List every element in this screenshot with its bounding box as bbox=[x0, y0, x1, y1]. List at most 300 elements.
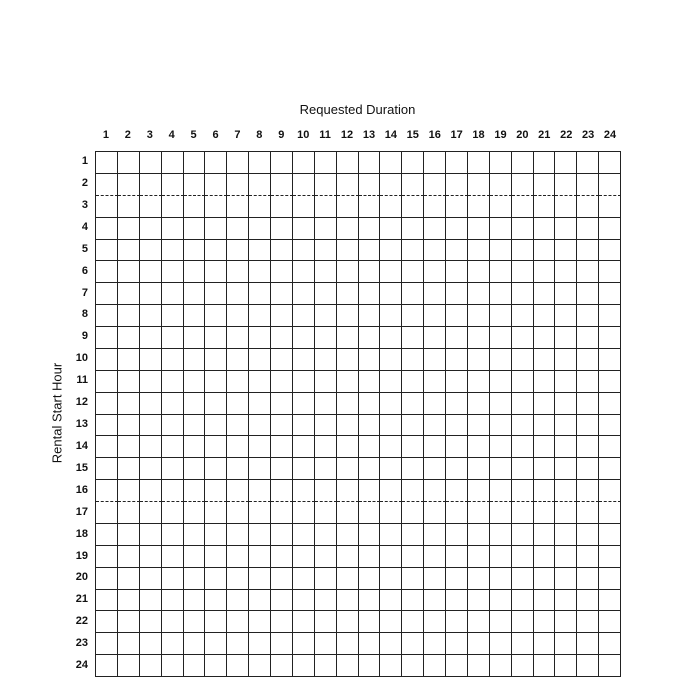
grid-cell[interactable] bbox=[534, 480, 556, 502]
grid-cell[interactable] bbox=[184, 655, 206, 677]
grid-cell[interactable] bbox=[337, 611, 359, 633]
grid-cell[interactable] bbox=[468, 371, 490, 393]
grid-cell[interactable] bbox=[205, 196, 227, 218]
grid-cell[interactable] bbox=[118, 349, 140, 371]
grid-cell[interactable] bbox=[424, 283, 446, 305]
grid-cell[interactable] bbox=[162, 524, 184, 546]
grid-cell[interactable] bbox=[96, 633, 118, 655]
grid-cell[interactable] bbox=[402, 349, 424, 371]
grid-cell[interactable] bbox=[184, 415, 206, 437]
grid-cell[interactable] bbox=[205, 393, 227, 415]
grid-cell[interactable] bbox=[227, 502, 249, 524]
grid-cell[interactable] bbox=[468, 458, 490, 480]
grid-cell[interactable] bbox=[446, 436, 468, 458]
grid-cell[interactable] bbox=[315, 349, 337, 371]
grid-cell[interactable] bbox=[577, 305, 599, 327]
grid-cell[interactable] bbox=[359, 633, 381, 655]
grid-cell[interactable] bbox=[359, 261, 381, 283]
grid-cell[interactable] bbox=[184, 568, 206, 590]
grid-cell[interactable] bbox=[337, 458, 359, 480]
grid-cell[interactable] bbox=[577, 458, 599, 480]
grid-cell[interactable] bbox=[424, 436, 446, 458]
grid-cell[interactable] bbox=[380, 436, 402, 458]
grid-cell[interactable] bbox=[490, 546, 512, 568]
grid-cell[interactable] bbox=[512, 327, 534, 349]
grid-cell[interactable] bbox=[337, 393, 359, 415]
grid-cell[interactable] bbox=[599, 393, 621, 415]
grid-cell[interactable] bbox=[402, 218, 424, 240]
grid-cell[interactable] bbox=[227, 633, 249, 655]
grid-cell[interactable] bbox=[205, 218, 227, 240]
grid-cell[interactable] bbox=[599, 305, 621, 327]
grid-cell[interactable] bbox=[534, 218, 556, 240]
grid-cell[interactable] bbox=[162, 305, 184, 327]
grid-cell[interactable] bbox=[534, 415, 556, 437]
grid-cell[interactable] bbox=[271, 305, 293, 327]
grid-cell[interactable] bbox=[162, 611, 184, 633]
grid-cell[interactable] bbox=[402, 436, 424, 458]
grid-cell[interactable] bbox=[555, 240, 577, 262]
grid-cell[interactable] bbox=[599, 611, 621, 633]
grid-cell[interactable] bbox=[227, 327, 249, 349]
grid-cell[interactable] bbox=[424, 611, 446, 633]
grid-cell[interactable] bbox=[490, 305, 512, 327]
grid-cell[interactable] bbox=[184, 633, 206, 655]
grid-cell[interactable] bbox=[577, 546, 599, 568]
grid-cell[interactable] bbox=[599, 174, 621, 196]
grid-cell[interactable] bbox=[249, 152, 271, 174]
grid-cell[interactable] bbox=[424, 590, 446, 612]
grid-cell[interactable] bbox=[424, 568, 446, 590]
grid-cell[interactable] bbox=[162, 283, 184, 305]
grid-cell[interactable] bbox=[468, 349, 490, 371]
grid-cell[interactable] bbox=[424, 458, 446, 480]
grid-cell[interactable] bbox=[205, 568, 227, 590]
grid-cell[interactable] bbox=[315, 327, 337, 349]
grid-cell[interactable] bbox=[140, 349, 162, 371]
grid-cell[interactable] bbox=[96, 611, 118, 633]
grid-cell[interactable] bbox=[118, 393, 140, 415]
grid-cell[interactable] bbox=[293, 611, 315, 633]
grid-cell[interactable] bbox=[140, 174, 162, 196]
grid-cell[interactable] bbox=[490, 371, 512, 393]
grid-cell[interactable] bbox=[293, 152, 315, 174]
grid-cell[interactable] bbox=[271, 502, 293, 524]
grid-cell[interactable] bbox=[96, 240, 118, 262]
grid-cell[interactable] bbox=[140, 633, 162, 655]
grid-cell[interactable] bbox=[162, 415, 184, 437]
grid-cell[interactable] bbox=[380, 480, 402, 502]
grid-cell[interactable] bbox=[577, 436, 599, 458]
grid-cell[interactable] bbox=[271, 415, 293, 437]
grid-cell[interactable] bbox=[96, 436, 118, 458]
grid-cell[interactable] bbox=[555, 349, 577, 371]
grid-cell[interactable] bbox=[424, 305, 446, 327]
grid-cell[interactable] bbox=[512, 502, 534, 524]
grid-cell[interactable] bbox=[140, 196, 162, 218]
grid-cell[interactable] bbox=[140, 218, 162, 240]
grid-cell[interactable] bbox=[96, 524, 118, 546]
grid-cell[interactable] bbox=[162, 261, 184, 283]
grid-cell[interactable] bbox=[249, 611, 271, 633]
grid-cell[interactable] bbox=[402, 590, 424, 612]
grid-cell[interactable] bbox=[534, 305, 556, 327]
grid-cell[interactable] bbox=[249, 349, 271, 371]
grid-cell[interactable] bbox=[140, 152, 162, 174]
grid-cell[interactable] bbox=[96, 415, 118, 437]
grid-cell[interactable] bbox=[512, 349, 534, 371]
grid-cell[interactable] bbox=[96, 174, 118, 196]
grid-cell[interactable] bbox=[577, 371, 599, 393]
grid-cell[interactable] bbox=[402, 568, 424, 590]
grid-cell[interactable] bbox=[227, 371, 249, 393]
grid-cell[interactable] bbox=[380, 240, 402, 262]
grid-cell[interactable] bbox=[249, 415, 271, 437]
grid-cell[interactable] bbox=[140, 436, 162, 458]
grid-cell[interactable] bbox=[249, 305, 271, 327]
grid-cell[interactable] bbox=[271, 458, 293, 480]
grid-cell[interactable] bbox=[271, 393, 293, 415]
grid-cell[interactable] bbox=[490, 240, 512, 262]
grid-cell[interactable] bbox=[577, 655, 599, 677]
grid-cell[interactable] bbox=[315, 546, 337, 568]
grid-cell[interactable] bbox=[380, 458, 402, 480]
grid-cell[interactable] bbox=[424, 174, 446, 196]
grid-cell[interactable] bbox=[162, 502, 184, 524]
grid-cell[interactable] bbox=[271, 196, 293, 218]
grid-cell[interactable] bbox=[205, 546, 227, 568]
grid-cell[interactable] bbox=[315, 240, 337, 262]
grid-cell[interactable] bbox=[380, 415, 402, 437]
grid-cell[interactable] bbox=[577, 196, 599, 218]
grid-cell[interactable] bbox=[468, 546, 490, 568]
grid-cell[interactable] bbox=[359, 349, 381, 371]
grid-cell[interactable] bbox=[534, 349, 556, 371]
grid-cell[interactable] bbox=[96, 371, 118, 393]
grid-cell[interactable] bbox=[446, 174, 468, 196]
grid-cell[interactable] bbox=[96, 349, 118, 371]
grid-cell[interactable] bbox=[271, 590, 293, 612]
grid-cell[interactable] bbox=[249, 327, 271, 349]
grid-cell[interactable] bbox=[315, 611, 337, 633]
grid-cell[interactable] bbox=[271, 152, 293, 174]
grid-cell[interactable] bbox=[118, 546, 140, 568]
grid-cell[interactable] bbox=[184, 502, 206, 524]
grid-cell[interactable] bbox=[512, 524, 534, 546]
grid-cell[interactable] bbox=[446, 305, 468, 327]
grid-cell[interactable] bbox=[205, 436, 227, 458]
grid-cell[interactable] bbox=[315, 283, 337, 305]
grid-cell[interactable] bbox=[468, 327, 490, 349]
grid-cell[interactable] bbox=[468, 502, 490, 524]
grid-cell[interactable] bbox=[118, 611, 140, 633]
grid-cell[interactable] bbox=[249, 261, 271, 283]
grid-cell[interactable] bbox=[359, 436, 381, 458]
grid-cell[interactable] bbox=[293, 633, 315, 655]
grid-cell[interactable] bbox=[534, 546, 556, 568]
grid-cell[interactable] bbox=[293, 393, 315, 415]
grid-cell[interactable] bbox=[315, 261, 337, 283]
grid-cell[interactable] bbox=[293, 240, 315, 262]
grid-cell[interactable] bbox=[118, 633, 140, 655]
grid-cell[interactable] bbox=[468, 480, 490, 502]
grid-cell[interactable] bbox=[293, 524, 315, 546]
grid-cell[interactable] bbox=[512, 458, 534, 480]
grid-cell[interactable] bbox=[577, 415, 599, 437]
grid-cell[interactable] bbox=[315, 502, 337, 524]
grid-cell[interactable] bbox=[96, 480, 118, 502]
grid-cell[interactable] bbox=[162, 655, 184, 677]
grid-cell[interactable] bbox=[402, 393, 424, 415]
grid-cell[interactable] bbox=[424, 261, 446, 283]
grid-cell[interactable] bbox=[490, 611, 512, 633]
grid-cell[interactable] bbox=[468, 415, 490, 437]
grid-cell[interactable] bbox=[205, 174, 227, 196]
grid-cell[interactable] bbox=[337, 152, 359, 174]
grid-cell[interactable] bbox=[402, 458, 424, 480]
grid-cell[interactable] bbox=[205, 305, 227, 327]
grid-cell[interactable] bbox=[227, 436, 249, 458]
grid-cell[interactable] bbox=[271, 546, 293, 568]
grid-cell[interactable] bbox=[512, 436, 534, 458]
grid-cell[interactable] bbox=[490, 174, 512, 196]
grid-cell[interactable] bbox=[446, 415, 468, 437]
grid-cell[interactable] bbox=[96, 458, 118, 480]
grid-cell[interactable] bbox=[249, 546, 271, 568]
grid-cell[interactable] bbox=[468, 240, 490, 262]
grid-cell[interactable] bbox=[140, 327, 162, 349]
grid-cell[interactable] bbox=[359, 371, 381, 393]
grid-cell[interactable] bbox=[249, 633, 271, 655]
grid-cell[interactable] bbox=[140, 480, 162, 502]
grid-cell[interactable] bbox=[577, 152, 599, 174]
grid-cell[interactable] bbox=[380, 327, 402, 349]
grid-cell[interactable] bbox=[512, 393, 534, 415]
grid-cell[interactable] bbox=[184, 480, 206, 502]
grid-cell[interactable] bbox=[490, 655, 512, 677]
grid-cell[interactable] bbox=[118, 524, 140, 546]
grid-cell[interactable] bbox=[468, 218, 490, 240]
grid-cell[interactable] bbox=[271, 655, 293, 677]
grid-cell[interactable] bbox=[227, 655, 249, 677]
grid-cell[interactable] bbox=[534, 502, 556, 524]
grid-cell[interactable] bbox=[577, 568, 599, 590]
grid-cell[interactable] bbox=[293, 261, 315, 283]
grid-cell[interactable] bbox=[534, 524, 556, 546]
grid-cell[interactable] bbox=[293, 174, 315, 196]
grid-cell[interactable] bbox=[249, 502, 271, 524]
grid-cell[interactable] bbox=[205, 415, 227, 437]
grid-cell[interactable] bbox=[490, 218, 512, 240]
grid-cell[interactable] bbox=[490, 524, 512, 546]
grid-cell[interactable] bbox=[162, 568, 184, 590]
grid-cell[interactable] bbox=[227, 174, 249, 196]
grid-cell[interactable] bbox=[271, 283, 293, 305]
grid-cell[interactable] bbox=[96, 261, 118, 283]
grid-cell[interactable] bbox=[118, 502, 140, 524]
grid-cell[interactable] bbox=[271, 568, 293, 590]
grid-cell[interactable] bbox=[468, 590, 490, 612]
grid-cell[interactable] bbox=[424, 524, 446, 546]
grid-cell[interactable] bbox=[468, 152, 490, 174]
grid-cell[interactable] bbox=[380, 633, 402, 655]
grid-cell[interactable] bbox=[140, 546, 162, 568]
grid-cell[interactable] bbox=[555, 568, 577, 590]
grid-cell[interactable] bbox=[184, 240, 206, 262]
grid-cell[interactable] bbox=[271, 436, 293, 458]
grid-cell[interactable] bbox=[359, 524, 381, 546]
grid-cell[interactable] bbox=[577, 218, 599, 240]
grid-cell[interactable] bbox=[205, 611, 227, 633]
grid-cell[interactable] bbox=[96, 393, 118, 415]
grid-cell[interactable] bbox=[599, 371, 621, 393]
grid-cell[interactable] bbox=[315, 590, 337, 612]
grid-cell[interactable] bbox=[315, 458, 337, 480]
grid-cell[interactable] bbox=[315, 568, 337, 590]
grid-cell[interactable] bbox=[315, 524, 337, 546]
grid-cell[interactable] bbox=[271, 240, 293, 262]
grid-cell[interactable] bbox=[118, 458, 140, 480]
grid-cell[interactable] bbox=[315, 655, 337, 677]
grid-cell[interactable] bbox=[490, 327, 512, 349]
grid-cell[interactable] bbox=[293, 327, 315, 349]
grid-cell[interactable] bbox=[534, 590, 556, 612]
grid-cell[interactable] bbox=[599, 196, 621, 218]
grid-cell[interactable] bbox=[118, 196, 140, 218]
grid-cell[interactable] bbox=[293, 218, 315, 240]
grid-cell[interactable] bbox=[402, 655, 424, 677]
grid-cell[interactable] bbox=[337, 502, 359, 524]
grid-cell[interactable] bbox=[118, 218, 140, 240]
grid-cell[interactable] bbox=[249, 196, 271, 218]
grid-cell[interactable] bbox=[402, 152, 424, 174]
grid-cell[interactable] bbox=[337, 305, 359, 327]
grid-cell[interactable] bbox=[96, 327, 118, 349]
grid-cell[interactable] bbox=[118, 415, 140, 437]
grid-cell[interactable] bbox=[337, 524, 359, 546]
grid-cell[interactable] bbox=[512, 415, 534, 437]
grid-cell[interactable] bbox=[599, 568, 621, 590]
grid-cell[interactable] bbox=[402, 611, 424, 633]
grid-cell[interactable] bbox=[402, 633, 424, 655]
grid-cell[interactable] bbox=[490, 458, 512, 480]
grid-cell[interactable] bbox=[512, 371, 534, 393]
grid-cell[interactable] bbox=[227, 196, 249, 218]
grid-cell[interactable] bbox=[184, 524, 206, 546]
grid-cell[interactable] bbox=[534, 655, 556, 677]
grid-cell[interactable] bbox=[249, 174, 271, 196]
grid-cell[interactable] bbox=[380, 283, 402, 305]
grid-cell[interactable] bbox=[446, 546, 468, 568]
grid-cell[interactable] bbox=[293, 502, 315, 524]
grid-cell[interactable] bbox=[512, 283, 534, 305]
grid-cell[interactable] bbox=[249, 371, 271, 393]
grid-cell[interactable] bbox=[227, 415, 249, 437]
grid-cell[interactable] bbox=[534, 611, 556, 633]
grid-cell[interactable] bbox=[118, 436, 140, 458]
grid-cell[interactable] bbox=[118, 240, 140, 262]
grid-cell[interactable] bbox=[96, 218, 118, 240]
grid-cell[interactable] bbox=[512, 633, 534, 655]
grid-cell[interactable] bbox=[315, 305, 337, 327]
grid-cell[interactable] bbox=[468, 436, 490, 458]
grid-cell[interactable] bbox=[293, 196, 315, 218]
grid-cell[interactable] bbox=[96, 655, 118, 677]
grid-cell[interactable] bbox=[96, 305, 118, 327]
grid-cell[interactable] bbox=[337, 218, 359, 240]
grid-cell[interactable] bbox=[293, 480, 315, 502]
grid-cell[interactable] bbox=[555, 480, 577, 502]
grid-cell[interactable] bbox=[599, 436, 621, 458]
grid-cell[interactable] bbox=[184, 152, 206, 174]
grid-cell[interactable] bbox=[140, 568, 162, 590]
grid-cell[interactable] bbox=[446, 590, 468, 612]
grid-cell[interactable] bbox=[205, 283, 227, 305]
grid-cell[interactable] bbox=[468, 261, 490, 283]
grid-cell[interactable] bbox=[118, 261, 140, 283]
grid-cell[interactable] bbox=[446, 480, 468, 502]
grid-cell[interactable] bbox=[446, 633, 468, 655]
grid-cell[interactable] bbox=[337, 480, 359, 502]
grid-cell[interactable] bbox=[315, 436, 337, 458]
grid-cell[interactable] bbox=[271, 524, 293, 546]
grid-cell[interactable] bbox=[555, 611, 577, 633]
grid-cell[interactable] bbox=[468, 633, 490, 655]
grid-cell[interactable] bbox=[424, 371, 446, 393]
grid-cell[interactable] bbox=[555, 633, 577, 655]
grid-cell[interactable] bbox=[205, 633, 227, 655]
grid-cell[interactable] bbox=[555, 371, 577, 393]
grid-cell[interactable] bbox=[555, 436, 577, 458]
grid-cell[interactable] bbox=[577, 524, 599, 546]
grid-cell[interactable] bbox=[446, 611, 468, 633]
grid-cell[interactable] bbox=[271, 611, 293, 633]
grid-cell[interactable] bbox=[359, 546, 381, 568]
grid-cell[interactable] bbox=[96, 546, 118, 568]
grid-cell[interactable] bbox=[359, 480, 381, 502]
grid-cell[interactable] bbox=[599, 240, 621, 262]
grid-cell[interactable] bbox=[380, 393, 402, 415]
grid-cell[interactable] bbox=[512, 611, 534, 633]
grid-cell[interactable] bbox=[162, 458, 184, 480]
grid-cell[interactable] bbox=[577, 240, 599, 262]
grid-cell[interactable] bbox=[271, 371, 293, 393]
grid-cell[interactable] bbox=[315, 480, 337, 502]
grid-cell[interactable] bbox=[555, 218, 577, 240]
grid-cell[interactable] bbox=[599, 590, 621, 612]
grid-cell[interactable] bbox=[490, 283, 512, 305]
grid-cell[interactable] bbox=[118, 655, 140, 677]
grid-cell[interactable] bbox=[424, 349, 446, 371]
grid-cell[interactable] bbox=[205, 327, 227, 349]
grid-cell[interactable] bbox=[140, 611, 162, 633]
grid-cell[interactable] bbox=[337, 261, 359, 283]
grid-cell[interactable] bbox=[468, 305, 490, 327]
grid-cell[interactable] bbox=[249, 393, 271, 415]
grid-cell[interactable] bbox=[227, 590, 249, 612]
grid-cell[interactable] bbox=[446, 196, 468, 218]
grid-cell[interactable] bbox=[534, 371, 556, 393]
grid-cell[interactable] bbox=[380, 590, 402, 612]
grid-cell[interactable] bbox=[534, 152, 556, 174]
grid-cell[interactable] bbox=[490, 349, 512, 371]
grid-cell[interactable] bbox=[555, 283, 577, 305]
grid-cell[interactable] bbox=[162, 196, 184, 218]
grid-cell[interactable] bbox=[402, 480, 424, 502]
grid-cell[interactable] bbox=[118, 371, 140, 393]
grid-cell[interactable] bbox=[118, 327, 140, 349]
grid-cell[interactable] bbox=[380, 371, 402, 393]
